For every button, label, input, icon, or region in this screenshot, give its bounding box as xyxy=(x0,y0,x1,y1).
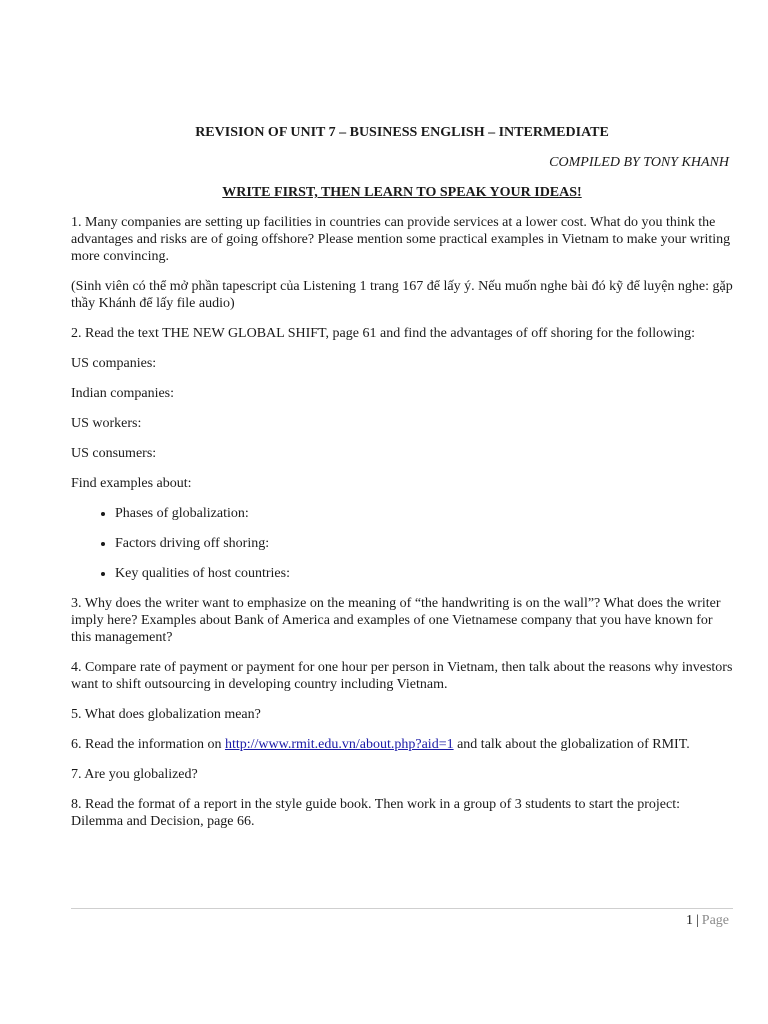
question-5: 5. What does globalization mean? xyxy=(71,707,261,722)
compiled-by-line: COMPILED BY TONY KHANH xyxy=(549,155,729,170)
question-6-suffix: and talk about the globalization of RMIT. xyxy=(453,737,690,752)
document-body xyxy=(71,214,733,843)
rmit-link[interactable]: http://www.rmit.edu.vn/about.php?aid=1 xyxy=(224,737,454,752)
question-1-note: (Sinh viên có thể mở phần tapescript của Listening 1 trang 167 để lấy ý. Nếu muốn nghe bài đó kỹ để luyện nghe: gặp thầy Khánh để lấy file audio) xyxy=(71,279,733,311)
question-8: 8. Read the format of a report in the style guide book. Then work in a group of 3 students to start the project: Dilemma and Decision, page 66. xyxy=(71,797,680,829)
us-workers-label: US workers: xyxy=(71,416,142,431)
list-item: • Phases of globalization: xyxy=(115,505,733,522)
list-item: • Factors driving off shoring: xyxy=(115,535,733,552)
page-footer xyxy=(686,912,729,929)
indian-companies-label: Indian companies: xyxy=(71,386,175,401)
list-item: • Key qualities of host countries: xyxy=(115,565,733,582)
question-2: 2. Read the text THE NEW GLOBAL SHIFT, page 61 and find the advantages of off shoring for the following: xyxy=(71,326,696,341)
question-3: 3. Why does the writer want to emphasize on the meaning of “the handwriting is on the wall”? What does the writer imply here? Examples about Bank of America and examples of one Vietnamese company that you have known for this management? xyxy=(71,596,721,645)
examples-list xyxy=(71,505,733,582)
question-1: 1. Many companies are setting up facilities in countries can provide services at a lower cost. What do you think the advantages and risks are of going offshore? Please mention some practical examples in Vietnam to make your writing more convincing. xyxy=(71,215,731,264)
question-4: 4. Compare rate of payment or payment for one hour per person in Vietnam, then talk about the reasons why investors want to shift outsourcing in developing country including Vietnam. xyxy=(71,660,733,692)
footer-divider xyxy=(71,908,733,909)
us-consumers-label: US consumers: xyxy=(71,446,157,461)
document-title: REVISION OF UNIT 7 – BUSINESS ENGLISH – INTERMEDIATE xyxy=(195,125,609,140)
footer-separator: | xyxy=(695,913,699,928)
page-label: Page xyxy=(701,913,729,928)
us-companies-label: US companies: xyxy=(71,356,157,371)
question-6 xyxy=(71,736,733,753)
page-number: 1 xyxy=(685,913,693,928)
section-heading: WRITE FIRST, THEN LEARN TO SPEAK YOUR IDEAS! xyxy=(222,185,582,200)
question-7: 7. Are you globalized? xyxy=(71,767,198,782)
question-6-prefix: 6. Read the information on xyxy=(71,737,225,752)
find-examples-label: Find examples about: xyxy=(71,476,192,491)
